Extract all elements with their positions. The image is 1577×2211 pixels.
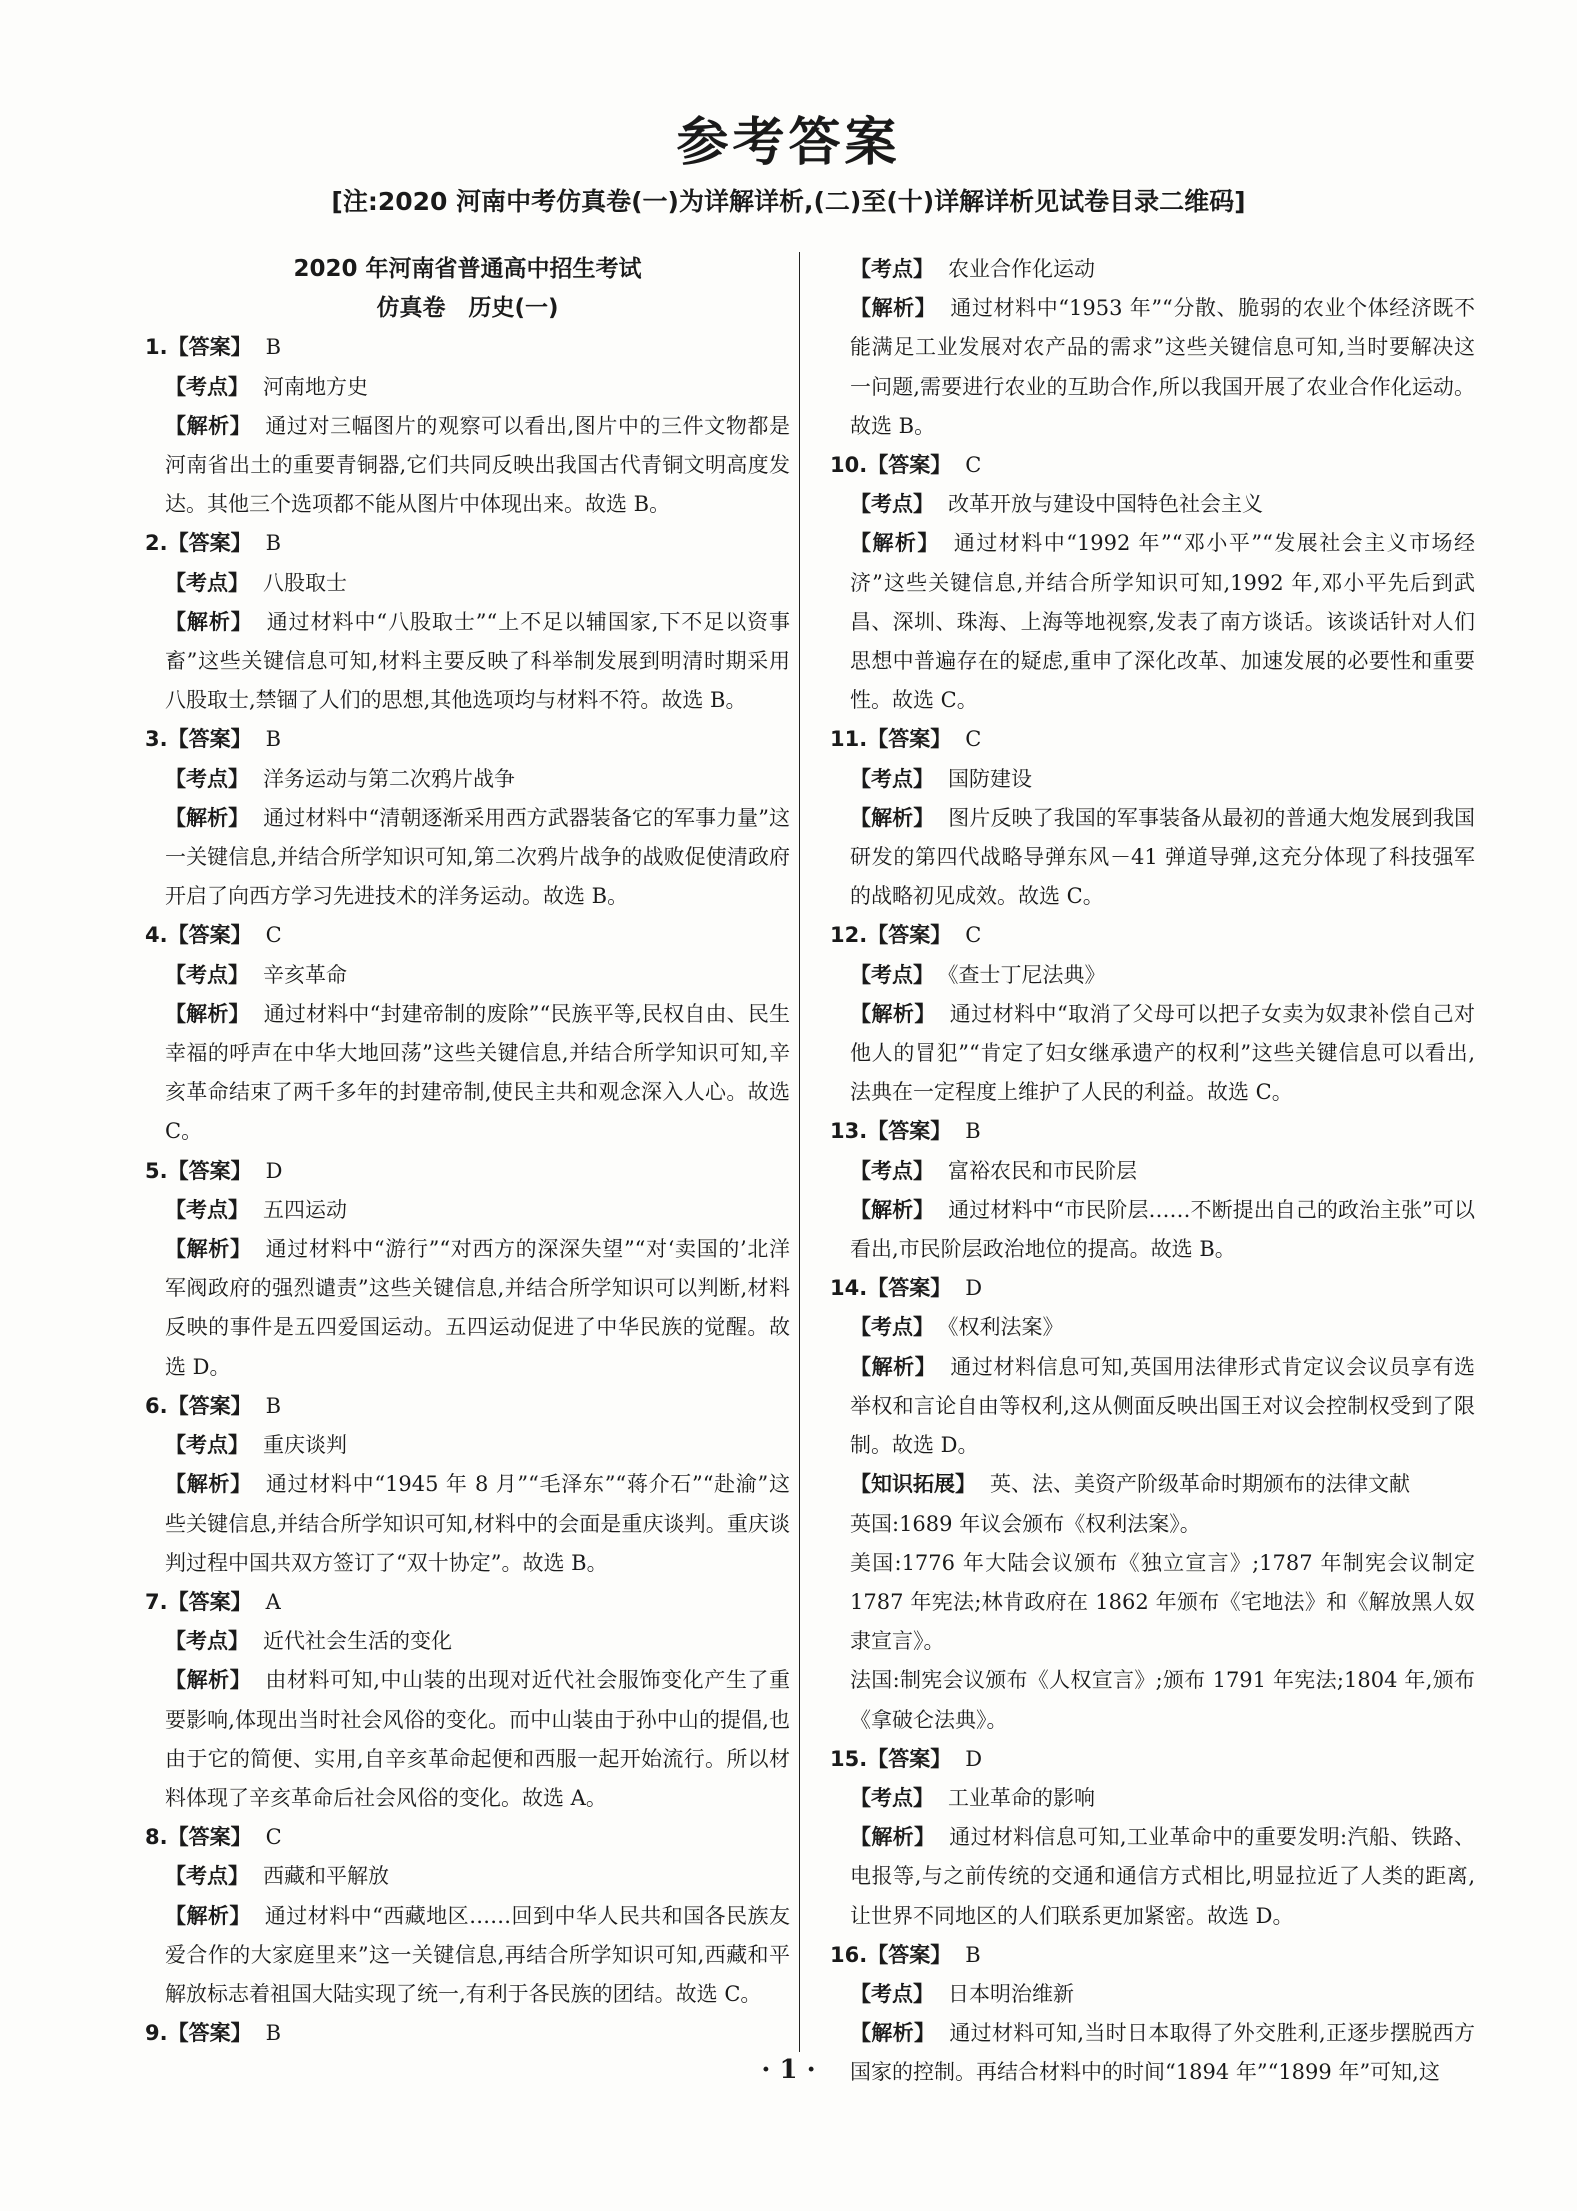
analysis-text: 通过材料中“封建帝制的废除”“民族平等,民权自由、民生幸福的呼声在中华大地回荡”这些关键信息,并结合所学知识可知,辛亥革命结束了两千多年的封建帝制,使民主共和观念深入人心。故选 C。 xyxy=(165,1001,791,1144)
point-label: 【考点】 xyxy=(850,1158,934,1183)
question-14 xyxy=(830,1269,1475,1739)
question-number: 5. xyxy=(145,1158,168,1183)
analysis-label: 【解析】 xyxy=(165,1001,250,1026)
answer-value: D xyxy=(965,1746,983,1771)
analysis-label: 【解析】 xyxy=(850,531,940,556)
question-9-continued xyxy=(830,250,1475,446)
analysis-label: 【解析】 xyxy=(165,805,250,830)
question-number: 9. xyxy=(145,2021,168,2046)
point-value: 辛亥革命 xyxy=(263,962,347,987)
answer-value: D xyxy=(265,1158,283,1183)
point-value: 《权利法案》 xyxy=(948,1315,1064,1340)
analysis-text: 通过对三幅图片的观察可以看出,图片中的三件文物都是河南省出土的重要青铜器,它们共同反映出我国古代青铜文明高度发达。其他三个选项都不能从图片中体现出来。故选 B。 xyxy=(165,413,790,517)
answer-value: C xyxy=(265,923,282,948)
question-9-start xyxy=(145,2014,790,2053)
answer-value: C xyxy=(965,923,982,948)
answer-label: 【答案】 xyxy=(867,1276,952,1301)
extension-line-usa: 美国:1776 年大陆会议颁布《独立宣言》;1787 年制宪会议制定 1787 年宪法;林肯政府在 1862 年颁布《宅地法》和《解放黑人奴隶宣言》。 xyxy=(850,1550,1475,1654)
analysis-text: 通过材料信息可知,工业革命中的重要发明:汽船、铁路、电报等,与之前传统的交通和通信方式相比,明显拉近了人类的距离,让世界不同地区的人们联系更加紧密。故选 D。 xyxy=(850,1825,1476,1928)
answer-label: 【答案】 xyxy=(867,1746,952,1771)
question-2 xyxy=(145,524,790,720)
point-value: 河南地方史 xyxy=(263,374,368,399)
analysis-text: 通过材料中“市民阶层……不断提出自己的政治主张”可以看出,市民阶层政治地位的提高。故选 B。 xyxy=(850,1197,1475,1262)
point-value: 五四运动 xyxy=(263,1197,347,1222)
answer-label: 【答案】 xyxy=(167,1158,252,1183)
point-value: 重庆谈判 xyxy=(263,1433,347,1458)
point-value: 改革开放与建设中国特色社会主义 xyxy=(948,492,1263,517)
answer-label: 【答案】 xyxy=(167,531,252,556)
point-value: 国防建设 xyxy=(948,766,1032,791)
analysis-label: 【解析】 xyxy=(850,2021,936,2046)
answer-value: B xyxy=(265,1393,282,1418)
answer-label: 【答案】 xyxy=(867,727,952,752)
point-label: 【考点】 xyxy=(165,570,249,595)
analysis-label: 【解析】 xyxy=(850,1354,937,1379)
analysis-label: 【解析】 xyxy=(850,805,935,830)
question-number: 12. xyxy=(830,923,868,948)
analysis-text: 通过材料中“1992 年”“邓小平”“发展社会主义市场经济”这些关键信息,并结合所学知识可知,1992 年,邓小平先后到武昌、深圳、珠海、上海等地视察,发表了南方谈话。该谈话针对人们思想中普遍存在的疑虑,重申了深化改革、加速发展的必要性和重要性。故选 C。 xyxy=(850,531,1476,713)
question-number: 10. xyxy=(830,453,868,478)
question-number: 13. xyxy=(830,1119,868,1144)
question-number: 8. xyxy=(145,1825,168,1850)
answer-label: 【答案】 xyxy=(167,335,252,360)
point-label: 【考点】 xyxy=(850,1315,934,1340)
answer-label: 【答案】 xyxy=(867,1942,952,1967)
answer-value: B xyxy=(265,2021,282,2046)
question-8 xyxy=(145,1818,790,2014)
answer-value: C xyxy=(965,453,982,478)
point-label: 【考点】 xyxy=(850,257,934,281)
question-number: 7. xyxy=(145,1589,168,1614)
analysis-text: 通过材料可知,当时日本取得了外交胜利,正逐步摆脱西方国家的控制。再结合材料中的时间“1894 年”“1899 年”可知,这 xyxy=(850,2021,1476,2085)
question-4 xyxy=(145,916,790,1151)
analysis-text: 通过材料中“八股取士”“上不足以辅国家,下不足以资事畜”这些关键信息可知,材料主要反映了科举制发展到明清时期采用八股取士,禁锢了人们的思想,其他选项均与材料不符。故选 B。 xyxy=(165,609,790,713)
answer-label: 【答案】 xyxy=(167,1393,252,1418)
analysis-text: 通过材料中“西藏地区……回到中华人民共和国各民族友爱合作的大家庭里来”这一关键信息,再结合所学知识可知,西藏和平解放标志着祖国大陆实现了统一,有利于各民族的团结。故选 C。 xyxy=(165,1903,791,2006)
point-value: 日本明治维新 xyxy=(948,1981,1074,2006)
answer-label: 【答案】 xyxy=(167,1589,252,1614)
analysis-text: 通过材料中“取消了父母可以把子女卖为奴隶补偿自己对他人的冒犯”“肯定了妇女继承遗产的权利”这些关键信息可以看出,法典在一定程度上维护了人民的利益。故选 C。 xyxy=(850,1001,1476,1105)
analysis-label: 【解析】 xyxy=(850,1197,935,1222)
point-label: 【考点】 xyxy=(165,1629,249,1654)
answer-value: A xyxy=(265,1589,281,1614)
answer-label: 【答案】 xyxy=(867,923,952,948)
left-column xyxy=(145,250,790,2050)
question-number: 1. xyxy=(145,335,168,360)
point-value: 《查士丁尼法典》 xyxy=(948,962,1106,987)
point-value: 西藏和平解放 xyxy=(263,1864,389,1889)
point-value: 近代社会生活的变化 xyxy=(263,1629,452,1654)
answer-value: C xyxy=(965,727,982,752)
point-label: 【考点】 xyxy=(850,1981,934,2006)
question-number: 14. xyxy=(830,1276,868,1301)
point-label: 【考点】 xyxy=(850,1785,934,1810)
analysis-text: 通过材料中“清朝逐渐采用西方武器装备它的军事力量”这一关键信息,并结合所学知识可知,第二次鸦片战争的战败促使清政府开启了向西方学习先进技术的洋务运动。故选 B。 xyxy=(165,805,790,909)
extension-line-england: 英国:1689 年议会颁布《权利法案》。 xyxy=(850,1511,1201,1536)
point-value: 八股取士 xyxy=(263,570,347,595)
question-number: 4. xyxy=(145,923,168,948)
exam-subtitle: 仿真卷 历史(一) xyxy=(376,295,559,322)
answer-label: 【答案】 xyxy=(167,2021,252,2046)
question-15 xyxy=(830,1740,1475,1936)
answer-value: B xyxy=(265,335,282,360)
point-label: 【考点】 xyxy=(850,492,934,517)
point-value: 富裕农民和市民阶层 xyxy=(948,1158,1137,1183)
point-label: 【考点】 xyxy=(165,1864,249,1889)
extension-line-france: 法国:制宪会议颁布《人权宣言》;颁布 1791 年宪法;1804 年,颁布《拿破仑法典》。 xyxy=(850,1668,1475,1732)
question-1 xyxy=(145,328,790,524)
column-divider xyxy=(799,252,800,2052)
point-label: 【考点】 xyxy=(165,374,249,399)
point-label: 【考点】 xyxy=(165,962,249,987)
answer-label: 【答案】 xyxy=(167,727,252,752)
question-3 xyxy=(145,720,790,916)
question-12 xyxy=(830,916,1475,1112)
analysis-label: 【解析】 xyxy=(165,1237,252,1262)
answer-value: D xyxy=(965,1276,983,1301)
point-value: 工业革命的影响 xyxy=(948,1785,1095,1810)
analysis-label: 【解析】 xyxy=(850,1825,936,1850)
analysis-text: 图片反映了我国的军事装备从最初的普通大炮发展到我国研发的第四代战略导弹东风－41 弹道导弹,这充分体现了科技强军的战略初见成效。故选 C。 xyxy=(850,805,1476,909)
analysis-label: 【解析】 xyxy=(165,413,252,438)
page-title: 参考答案 xyxy=(676,113,901,173)
question-number: 3. xyxy=(145,727,168,752)
exam-title: 2020 年河南省普通高中招生考试 xyxy=(293,256,642,282)
point-value: 农业合作化运动 xyxy=(948,257,1095,281)
question-6 xyxy=(145,1387,790,1583)
question-number: 6. xyxy=(145,1393,168,1418)
analysis-label: 【解析】 xyxy=(165,1903,251,1928)
question-number: 2. xyxy=(145,531,168,556)
question-number: 11. xyxy=(830,727,868,752)
point-label: 【考点】 xyxy=(165,1433,249,1458)
analysis-text: 通过材料中“1953 年”“分散、脆弱的农业个体经济既不能满足工业发展对农产品的需求”这些关键信息可知,当时要解决这一问题,需要进行农业的互助合作,所以我国开展了农业合作化运动。故选 B。 xyxy=(850,296,1476,438)
extension-label: 【知识拓展】 xyxy=(850,1472,976,1497)
page-number: · 1 · xyxy=(761,2055,816,2085)
question-13 xyxy=(830,1112,1475,1269)
question-10 xyxy=(830,446,1475,720)
analysis-label: 【解析】 xyxy=(850,296,937,321)
analysis-label: 【解析】 xyxy=(165,1668,252,1693)
analysis-text: 由材料可知,中山装的出现对近代社会服饰变化产生了重要影响,体现出当时社会风俗的变化。而中山装由于孙中山的提倡,也由于它的简便、实用,自辛亥革命起便和西服一起开始流行。所以材料体现了辛亥革命后社会风俗的变化。故选 A。 xyxy=(165,1668,790,1810)
analysis-label: 【解析】 xyxy=(165,609,253,634)
question-number: 15. xyxy=(830,1746,868,1771)
analysis-label: 【解析】 xyxy=(165,1472,252,1497)
answer-value: B xyxy=(965,1942,981,1967)
analysis-text: 通过材料信息可知,英国用法律形式肯定议会议员享有选举权和言论自由等权利,这从侧面反映出国王对议会控制权受到了限制。故选 D。 xyxy=(850,1354,1475,1458)
question-11 xyxy=(830,720,1475,916)
answer-value: B xyxy=(265,531,282,556)
page-note: [注:2020 河南中考仿真卷(一)为详解详析,(二)至(十)详解详析见试卷目录二维码] xyxy=(331,187,1246,216)
question-number: 16. xyxy=(830,1942,868,1967)
point-label: 【考点】 xyxy=(165,766,249,791)
question-7 xyxy=(145,1583,790,1818)
answer-value: B xyxy=(965,1119,981,1144)
answer-label: 【答案】 xyxy=(867,453,952,478)
analysis-text: 通过材料中“游行”“对西方的深深失望”“对‘卖国的’北洋军阀政府的强烈谴责”这些关键信息,并结合所学知识可以判断,材料反映的事件是五四爱国运动。五四运动促进了中华民族的觉醒。故选 D。 xyxy=(165,1237,791,1379)
answer-label: 【答案】 xyxy=(167,923,252,948)
question-5 xyxy=(145,1152,790,1387)
analysis-label: 【解析】 xyxy=(850,1001,936,1026)
analysis-text: 通过材料中“1945 年 8 月”“毛泽东”“蒋介石”“赴渝”这些关键信息,并结合所学知识可知,材料中的会面是重庆谈判。重庆谈判过程中国共双方签订了“双十协定”。故选 B。 xyxy=(165,1472,790,1575)
answer-value: B xyxy=(265,727,282,752)
point-label: 【考点】 xyxy=(165,1197,249,1222)
answer-label: 【答案】 xyxy=(867,1119,952,1144)
answer-value: C xyxy=(265,1825,282,1850)
point-value: 洋务运动与第二次鸦片战争 xyxy=(263,766,515,791)
answer-label: 【答案】 xyxy=(167,1825,252,1850)
point-label: 【考点】 xyxy=(850,766,934,791)
extension-title: 英、法、美资产阶级革命时期颁布的法律文献 xyxy=(990,1472,1410,1497)
right-column xyxy=(830,250,1476,2085)
point-label: 【考点】 xyxy=(850,962,934,987)
